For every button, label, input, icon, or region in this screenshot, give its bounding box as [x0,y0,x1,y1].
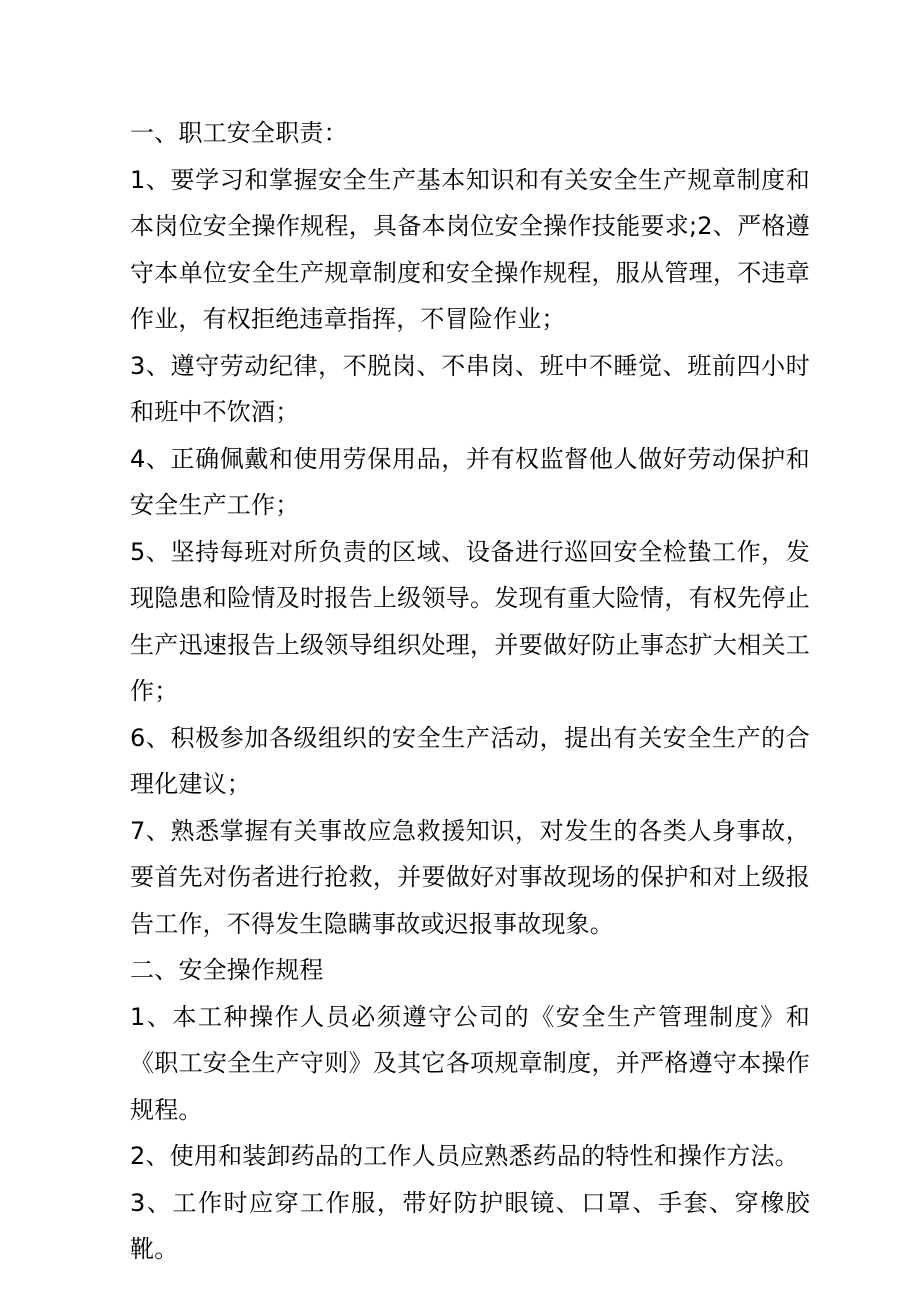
paragraph-item: 2、使用和装卸药品的工作人员应熟悉药品的特性和操作方法。 [130,1142,799,1170]
section-heading: 一、职工安全职责： [130,119,348,147]
section-heading: 二、安全操作规程 [130,956,324,984]
section-staff-safety-duties [130,110,810,947]
paragraph-item: 5、坚持每班对所负责的区域、设备进行巡回安全检蛰工作，发现隐患和险情及时报告上级领导。发现有重大险情，有权先停止生产迅速报告上级领导组织处理，并要做好防止事态扩大相关工作； [130,537,810,705]
paragraph-item: 3、遵守劳动纪律，不脱岗、不串岗、班中不睡觉、班前四小时和班中不饮酒； [130,351,810,426]
paragraph-item: 3、工作时应穿工作服，带好防护眼镜、口罩、手套、穿橡胶靴。 [130,1188,810,1263]
paragraph-item: 4、正确佩戴和使用劳保用品，并有权监督他人做好劳动保护和安全生产工作； [130,444,810,519]
paragraph-item: 6、积极参加各级组织的安全生产活动，提出有关安全生产的合理化建议； [130,723,810,798]
section-safety-operating-procedures [130,947,810,1273]
paragraph-item: 1、本工种操作人员必须遵守公司的《安全生产管理制度》和《职工安全生产守则》及其它各项规章制度，并严格遵守本操作规程。 [130,1002,810,1124]
paragraph-item: 7、熟悉掌握有关事故应急救援知识，对发生的各类人身事故，要首先对伤者进行抢救，并要做好对事故现场的保护和对上级报告工作，不得发生隐瞒事故或迟报事故现象。 [130,816,810,938]
document-body [130,110,810,1273]
paragraph-item: 1、要学习和掌握安全生产基本知识和有关安全生产规章制度和本岗位安全操作规程，具备本岗位安全操作技能要求;2、严格遵守本单位安全生产规章制度和安全操作规程，服从管理，不违章作业，有权拒绝违章指挥，不冒险作业； [130,165,810,333]
